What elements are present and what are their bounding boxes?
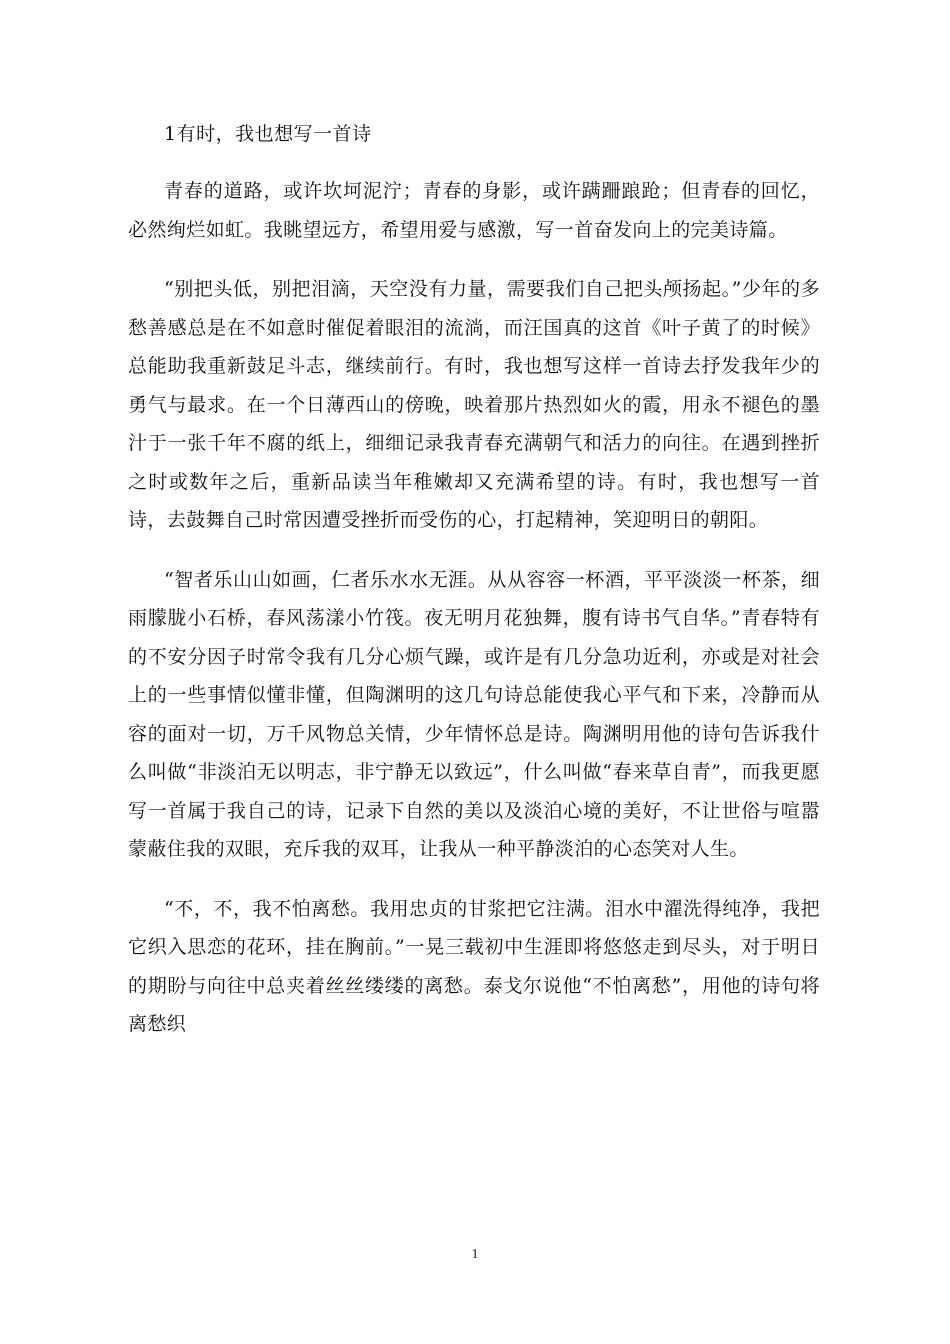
document-body [128, 116, 820, 1065]
paragraph-4: “不，不，我不怕离愁。我用忠贞的甘浆把它注满。泪水中濯洗得纯净，我把它织入思恋的花环，挂在胸前。”一晃三载初中生涯即将悠悠走到尽头，对于明日的期盼与向往中总夹着丝丝缕缕的离愁。泰戈尔说他“不怕离愁”，用他的诗句将离愁织 [128, 897, 820, 1035]
essay-title: 1有时，我也想写一首诗 [164, 123, 372, 145]
page-number: 1 [471, 1247, 479, 1262]
paragraph-2: “别把头低，别把泪滴，天空没有力量，需要我们自己把头颅扬起。”少年的多愁善感总是在不如意时催促着眼泪的流淌，而汪国真的这首《叶子黄了的时候》总能助我重新鼓足斗志，继续前行。有时，我也想写这样一首诗去抒发我年少的勇气与最求。在一个日薄西山的傍晚，映着那片热烈如火的霞，用永不褪色的墨汁于一张千年不腐的纸上，细细记录我青春充满朝气和活力的向往。在遇到挫折之时或数年之后，重新品读当年稚嫩却又充满希望的诗。有时，我也想写一首诗，去鼓舞自己时常因遭受挫折而受伤的心，打起精神，笑迎明日的朝阳。 [128, 278, 820, 531]
paragraph-3: “智者乐山山如画，仁者乐水水无涯。从从容容一杯酒，平平淡淡一杯茶，细雨朦胧小石桥，春风荡漾小竹筏。夜无明月花独舞，腹有诗书气自华。”青春特有的不安分因子时常令我有几分心烦气躁，或许是有几分急功近利，亦或是对社会上的一些事情似懂非懂，但陶渊明的这几句诗总能使我心平气和下来，冷静而从容的面对一切，万千风物总关情，少年情怀总是诗。陶渊明用他的诗句告诉我什么叫做“非淡泊无以明志，非宁静无以致远”，什么叫做“春来草自青”，而我更愿写一首属于我自己的诗，记录下自然的美以及淡泊心境的美好，不让世俗与喧嚣蒙蔽住我的双眼，充斥我的双耳，让我从一种平静淡泊的心态笑对人生。 [128, 568, 820, 860]
paragraph-1: 青春的道路，或许坎坷泥泞；青春的身影，或许蹒跚踉跄；但青春的回忆，必然绚烂如虹。我眺望远方，希望用爱与感激，写一首奋发向上的完美诗篇。 [128, 180, 820, 241]
